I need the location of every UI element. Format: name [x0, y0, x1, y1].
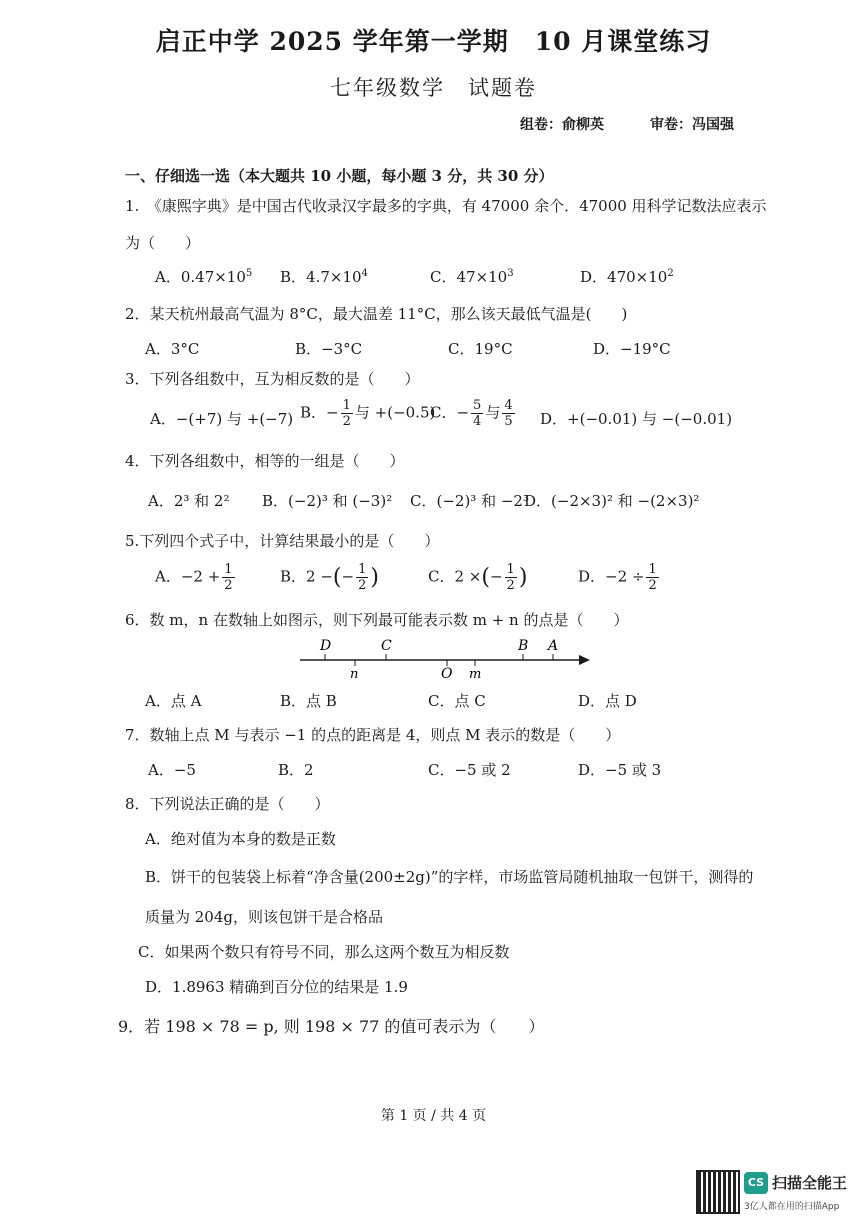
q5-option-c: C．2 ×(− $\frac{1}{2}$ ) — [428, 562, 528, 593]
q6-option-c: C．点 C — [428, 692, 486, 710]
scanner-brand-name: 扫描全能王 — [772, 1174, 848, 1192]
q7-option-d: D．−5 或 3 — [578, 761, 662, 779]
q3-option-a: A．−(+7) 与 +(−7) — [150, 410, 294, 428]
label-n: n — [350, 667, 359, 682]
reviewer-label: 审卷：冯国强 — [650, 117, 734, 133]
q5-option-b: B．2 −(− $\frac{1}{2}$ ) — [280, 562, 379, 593]
page-number: 第 1 页 / 共 4 页 — [380, 1108, 487, 1124]
question-5-text: 5.下列四个式子中，计算结果最小的是（ ） — [125, 532, 440, 550]
question-8-text: 8．下列说法正确的是（ ） — [125, 795, 330, 813]
q8-option-b: B．饼干的包装袋上标着“净含量(200±2g)”的字样，市场监管局随机抽取一包饼干，测得的 — [145, 868, 754, 886]
q1-option-d: D．$470\times 10^2$ — [580, 268, 674, 286]
q8-option-a: A．绝对值为本身的数是正数 — [145, 830, 336, 848]
q7-option-c: C．−5 或 2 — [428, 761, 511, 779]
q6-option-a: A．点 A — [145, 692, 202, 710]
question-2-text: 2．某天杭州最高气温为 8°C，最大温差 11°C，那么该天最低气温是( ) — [125, 305, 628, 323]
number-line-figure — [290, 632, 600, 682]
q6-option-b: B．点 B — [280, 692, 337, 710]
section-heading: 一、仔细选一选（本大题共 10 小题，每小题 3 分，共 30 分） — [125, 167, 554, 185]
question-4-text: 4．下列各组数中，相等的一组是（ ） — [125, 452, 405, 470]
exam-subtitle: 七年级数学 试题卷 — [330, 76, 537, 100]
q2-option-c: C．19°C — [448, 340, 513, 358]
question-9-text: 9．若 198 × 78 = p, 则 198 × 77 的值可表示为（ ） — [118, 1017, 545, 1036]
q1-option-c: C．$47\times 10^3$ — [430, 268, 514, 286]
composer-label: 组卷：俞柳英 — [520, 117, 604, 133]
q8-option-c: C．如果两个数只有符号不同，那么这两个数互为相反数 — [138, 943, 510, 961]
question-6-text: 6．数 m，n 在数轴上如图示，则下列最可能表示数 m + n 的点是（ ） — [125, 611, 629, 629]
scanner-tagline: 3亿人都在用的扫描App — [744, 1202, 840, 1212]
q8-option-d: D．1.8963 精确到百分位的结果是 1.9 — [145, 978, 408, 996]
q6-option-d: D．点 D — [578, 692, 637, 710]
q4-option-d: D．(−2×3)² 和 −(2×3)² — [524, 492, 700, 510]
qr-code-icon — [696, 1170, 740, 1214]
camscanner-logo-icon: CS — [744, 1172, 768, 1194]
q3-option-c: C．− $\frac{5}{4}$ 与 $\frac{4}{5}$ — [430, 398, 513, 429]
exam-title: 启正中学 2025 学年第一学期 10 月课堂练习 — [155, 27, 712, 56]
q2-option-a: A．3°C — [145, 340, 200, 358]
question-7-text: 7．数轴上点 M 与表示 −1 的点的距离是 4，则点 M 表示的数是（ ） — [125, 726, 621, 744]
q7-option-a: A．−5 — [148, 761, 196, 779]
question-1-text-cont: 为（ ） — [125, 234, 201, 252]
q5-option-a: A．−2 + $\frac{1}{2}$ — [155, 562, 233, 593]
question-3-text: 3．下列各组数中，互为相反数的是（ ） — [125, 370, 420, 388]
label-o: O — [441, 666, 453, 682]
q4-option-b: B．(−2)³ 和 (−3)² — [262, 492, 393, 510]
question-1-text: 1. 《康熙字典》是中国古代收录汉字最多的字典，有 47000 余个．47000 用科学记数法应表示 — [125, 197, 767, 215]
label-c: C — [381, 638, 392, 654]
q2-option-d: D．−19°C — [593, 340, 671, 358]
q8-option-b-cont: 质量为 204g，则该包饼干是合格品 — [145, 908, 384, 926]
q1-option-b: B．$4.7\times 10^4$ — [280, 268, 368, 286]
q5-option-d: D．−2 ÷ $\frac{1}{2}$ — [578, 562, 657, 593]
q3-option-d: D．+(−0.01) 与 −(−0.01) — [540, 410, 733, 428]
q2-option-b: B．−3°C — [295, 340, 363, 358]
label-m: m — [469, 667, 482, 682]
q3-option-b: B．− $\frac{1}{2}$ 与 +(−0.5) — [300, 398, 436, 429]
q1-option-a: A．$0.47\times 10^5$ — [155, 268, 253, 286]
label-a: A — [548, 638, 559, 654]
label-d: D — [320, 638, 332, 654]
q4-option-c: C．(−2)³ 和 −2³ — [410, 492, 529, 510]
number-line-arrow — [579, 655, 590, 665]
label-b: B — [518, 638, 529, 654]
q7-option-b: B．2 — [278, 761, 314, 779]
q4-option-a: A．2³ 和 2² — [148, 492, 230, 510]
